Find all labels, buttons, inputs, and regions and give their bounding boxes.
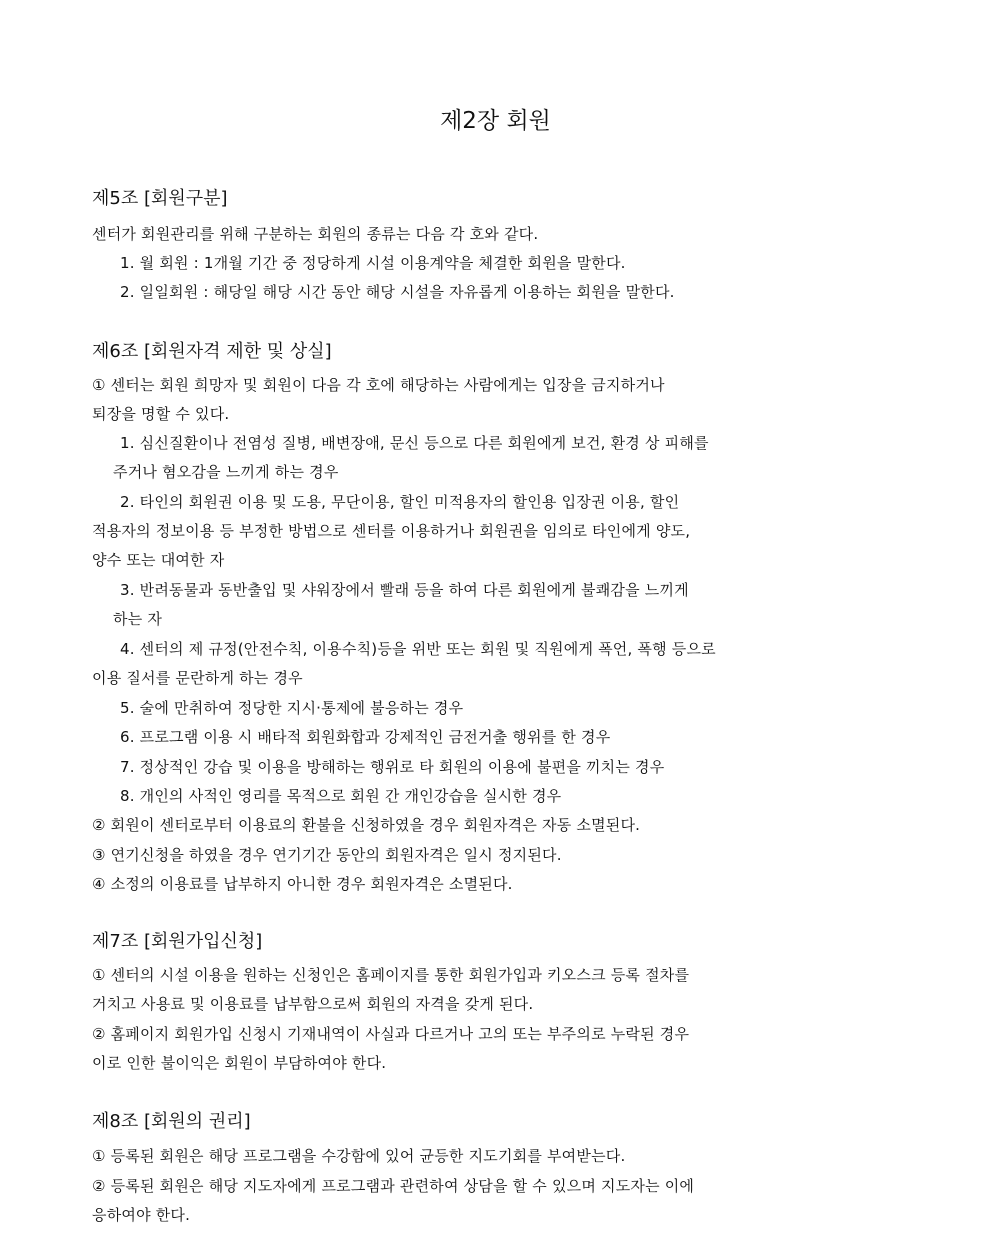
article-8-title: 제8조 [회원의 권리] [92, 1111, 251, 1132]
article-6-para-3: ③ 연기신청을 하였을 경우 연기기간 동안의 회원자격은 일시 정지된다. [92, 846, 562, 864]
article-6-item-1: 1. 심신질환이나 전염성 질병, 배변장애, 문신 등으로 다른 회원에게 보건, 환경 상 피해를 [120, 434, 709, 452]
article-7-para-1: ① 센터의 시설 이용을 원하는 신청인은 홈페이지를 통한 회원가입과 키오스크 등록 절차를 [92, 966, 690, 984]
article-5-intro: 센터가 회원관리를 위해 구분하는 회원의 종류는 다음 각 호와 같다. [92, 225, 539, 243]
article-6-item-2: 2. 타인의 회원권 이용 및 도용, 무단이용, 할인 미적용자의 할인용 입장권 이용, 할인 [120, 493, 680, 511]
article-7-para-1-cont: 거치고 사용료 및 이용료를 납부함으로써 회원의 자격을 갖게 된다. [92, 995, 534, 1013]
article-6-item-7: 7. 정상적인 강습 및 이용을 방해하는 행위로 타 회원의 이용에 불편을 끼치는 경우 [120, 758, 665, 776]
article-7-para-2-cont: 이로 인한 불이익은 회원이 부담하여야 한다. [92, 1054, 387, 1072]
article-6-item-8: 8. 개인의 사적인 영리를 목적으로 회원 간 개인강습을 실시한 경우 [120, 787, 562, 805]
article-6-title: 제6조 [회원자격 제한 및 상실] [92, 341, 332, 362]
article-5-item-1: 1. 월 회원 : 1개월 기간 중 정당하게 시설 이용계약을 체결한 회원을 말한다. [120, 254, 626, 272]
article-6-item-4-cont: 이용 질서를 문란하게 하는 경우 [92, 669, 303, 687]
article-8-para-2: ② 등록된 회원은 해당 지도자에게 프로그램과 관련하여 상담을 할 수 있으며 지도자는 이에 [92, 1177, 695, 1195]
article-6-para-1-cont: 퇴장을 명할 수 있다. [92, 405, 230, 423]
article-6-item-3: 3. 반려동물과 동반출입 및 샤워장에서 빨래 등을 하여 다른 회원에게 불쾌감을 느끼게 [120, 581, 689, 599]
article-6-item-5: 5. 술에 만취하여 정당한 지시·통제에 불응하는 경우 [120, 699, 464, 717]
article-5-item-2: 2. 일일회원 : 해당일 해당 시간 동안 해당 시설을 자유롭게 이용하는 회원을 말한다. [120, 283, 675, 301]
article-6-para-2: ② 회원이 센터로부터 이용료의 환불을 신청하였을 경우 회원자격은 자동 소멸된다. [92, 816, 641, 834]
article-6-item-2-cont: 적용자의 정보이용 등 부정한 방법으로 센터를 이용하거나 회원권을 임의로 타인에게 양도, [92, 522, 691, 540]
article-6-para-4: ④ 소정의 이용료를 납부하지 아니한 경우 회원자격은 소멸된다. [92, 875, 513, 893]
article-8-para-2-cont: 응하여야 한다. [92, 1206, 191, 1224]
article-6-item-6: 6. 프로그램 이용 시 배타적 회원화합과 강제적인 금전거출 행위를 한 경우 [120, 728, 611, 746]
article-7-title: 제7조 [회원가입신청] [92, 931, 263, 952]
article-6-item-4: 4. 센터의 제 규정(안전수칙, 이용수칙)등을 위반 또는 회원 및 직원에게 폭언, 폭행 등으로 [120, 640, 716, 658]
article-6-item-3-cont: 하는 자 [113, 610, 163, 628]
chapter-title: 제2장 회원 [440, 108, 551, 134]
article-5-title: 제5조 [회원구분] [92, 188, 228, 209]
article-8-para-1: ① 등록된 회원은 해당 프로그램을 수강함에 있어 균등한 지도기회를 부여받는다. [92, 1147, 626, 1165]
article-6-item-2-cont2: 양수 또는 대여한 자 [92, 551, 225, 569]
article-6-para-1: ① 센터는 회원 희망자 및 회원이 다음 각 호에 해당하는 사람에게는 입장을 금지하거나 [92, 376, 665, 394]
article-7-para-2: ② 홈페이지 회원가입 신청시 기재내역이 사실과 다르거나 고의 또는 부주의로 누락된 경우 [92, 1025, 690, 1043]
article-6-item-1-cont: 주거나 혐오감을 느끼게 하는 경우 [113, 463, 339, 481]
